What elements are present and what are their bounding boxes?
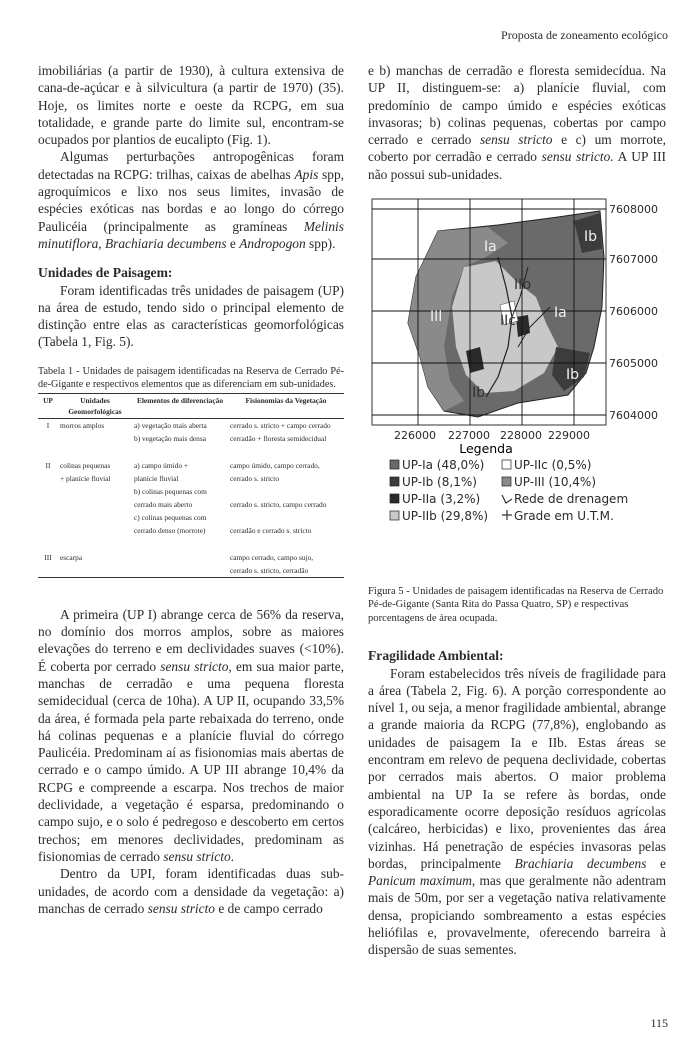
table-row [38, 459, 344, 472]
table-row [38, 524, 344, 537]
table-cell [38, 498, 58, 511]
table-cell [38, 524, 58, 537]
page-number: 115 [650, 1016, 668, 1030]
paragraph: A primeira (UP I) abrange cerca de 56% da reserva, no domínio dos morros amplos, sobre as maiores elevações do terreno e em declividades suaves (<10%). É coberta por cerrado sensu stricto, em sua maior parte, manchas de cerradão e uma pequena floresta semidecidual (cerca de 10ha). A UP II, ocupando 33,5% da área, é formada pela parte rebaixada do terreno, onde há colinas pequenas e a planície fluvial do córrego Paulicéia. Predominam aí as fisionomias mais abertas de cerrado e o campo úmido. A UP III abrange 10,4% da RCPG e compreende a escarpa. Nos trechos de maior declividade, a vegetação é esparsa, predominando o campo sujo, e o solo é pedregoso e descoberto em certos trechos; em menores declividades, predominam as fisionomias de cerrado sensu stricto. [38, 606, 345, 864]
right-column [368, 62, 666, 959]
legend-item: UP-IIa (3,2%) [402, 492, 481, 507]
legend-title: Legenda [459, 441, 513, 457]
y-tick-label: 7604000 [609, 409, 658, 423]
section-heading: Fragilidade Ambiental: [368, 648, 504, 664]
table-cell: planície fluvial [134, 473, 179, 483]
left-column [38, 62, 344, 917]
table-header: UP [43, 395, 53, 405]
table-cell: cerrado denso (morrote) [134, 525, 206, 535]
table-cell: I [46, 420, 50, 430]
table-cell: b) colinas pequenas com [134, 486, 207, 496]
table-cell [38, 564, 58, 578]
table-header: Unidades Geomorfológicas [68, 395, 122, 416]
table-row [38, 511, 344, 524]
table-cell [132, 551, 228, 564]
paragraph: imobiliárias (a partir de 1930), à cultura extensiva de cana-de-açúcar e à silvicultura (a partir de 1970) (35). Hoje, os limites norte e oeste da RCPG, em sua totalidade, e grande parte do limite sul, encontram-se ocupados por plantios de eucalipto (Fig. 1). [38, 63, 344, 148]
table-row [38, 432, 344, 445]
table-cell: cerrado s. stricto, campo cerrado [230, 499, 327, 509]
legend-swatch [390, 460, 399, 469]
y-tick-label: 7608000 [609, 203, 658, 217]
table-cell: II [45, 460, 51, 470]
table-cell: cerrado s. stricto, cerradão [230, 565, 309, 575]
legend-item: UP-Ib (8,1%) [402, 475, 477, 490]
x-tick-label: 227000 [448, 429, 490, 443]
table-cell [58, 564, 132, 578]
legend [390, 458, 628, 523]
table-cell [38, 432, 58, 445]
y-tick-label: 7607000 [609, 253, 658, 267]
table-cell: III [44, 552, 52, 562]
table-spacer [38, 445, 344, 459]
region-label: IIc [500, 313, 516, 330]
paragraph: e b) manchas de cerradão e floresta semidecídua. Na UP II, distinguem-se: a) planície fluvial, com predomínio de campo úmido e espécies exóticas invasoras; b) colinas pequenas, cobertas por campo cerrado e cerrado sensu stricto e c) um morrote, coberto por cerradão e cerrado sensu stricto. A UP III não possui sub-unidades. [368, 63, 667, 182]
table-cell [38, 472, 58, 485]
drainage-legend-icon [502, 495, 512, 503]
figure-map [368, 197, 666, 579]
legend-swatch [390, 511, 399, 520]
legend-item: Grade em U.T.M. [514, 509, 614, 524]
legend-swatch [390, 477, 399, 486]
table-cell: b) vegetação mais densa [134, 433, 207, 443]
table-caption: Tabela 1 - Unidades de paisagem identificadas na Reserva de Cerrado Pé-de-Gigante e respectivos elementos que as diferenciam em sub-unidades. [38, 365, 344, 390]
paragraph: Dentro da UPI, foram identificadas duas sub-unidades, de acordo com a densidade da vegetação: a) manchas de cerrado sensu stricto e de campo cerrado [38, 866, 344, 916]
table-cell [58, 485, 132, 498]
table-cell: c) colinas pequenas com [134, 512, 207, 522]
landscape-map [368, 197, 666, 579]
region-label: Ib [566, 367, 580, 384]
legend-item: UP-Ia (48,0%) [402, 458, 485, 473]
x-tick-label: 226000 [394, 429, 436, 443]
region-label: III [430, 309, 443, 326]
table-cell: cerrado s. stricto + campo cerrado [230, 420, 331, 430]
table-cell: campo úmido, campo cerrado, [230, 460, 320, 470]
region-label: Ia [554, 305, 567, 322]
figure-caption: Figura 5 - Unidades de paisagem identificadas na Reserva de Cerrado Pé-de-Gigante (Santa Rita do Passa Quatro, SP) e respectivas porcentagens de área ocupada. [368, 586, 664, 624]
region-label: IIb [468, 385, 486, 402]
table-spacer [38, 537, 344, 551]
region-label: Ib [584, 229, 598, 246]
table-cell: cerradão + floresta semidecidual [230, 433, 327, 443]
table-cell: a) vegetação mais aberta [134, 420, 207, 430]
legend-item: UP-III (10,4%) [514, 475, 597, 490]
x-tick-label: 228000 [500, 429, 542, 443]
table-cell [58, 524, 132, 537]
running-head: Proposta de zoneamento ecológico [501, 28, 668, 42]
legend-item: Rede de drenagem [514, 492, 629, 507]
paragraph: Foram identificadas três unidades de paisagem (UP) na área de estudo, tendo sido o principal elemento de distinção entre elas as características geomorfológicas (Tabela 1, Fig. 5). [38, 282, 344, 350]
legend-swatch [502, 477, 511, 486]
paragraph: Algumas perturbações antropogênicas foram detectadas na RCPG: trilhas, caixas de abelhas Apis spp, agroquímicos e lixo nos seus limites, invasão de espécies exóticas nas bordas e ao longo do córrego Paulicéia (principalmente as gramíneas Melinis minutiflora, Brachiaria decumbens e Andropogon spp). [38, 149, 344, 251]
grid-legend-icon [502, 510, 512, 520]
x-tick-label: 229000 [548, 429, 590, 443]
table-header: Fisionomias da Vegetação [245, 395, 327, 405]
table-cell [228, 485, 344, 498]
legend-item: UP-IIc (0,5%) [514, 458, 592, 473]
section-heading: Unidades de Paisagem: [38, 265, 173, 281]
legend-item: UP-IIb (29,8%) [402, 509, 489, 524]
table-cell: cerrado s. stricto [230, 473, 280, 483]
data-table [38, 393, 344, 578]
legend-swatch [390, 494, 399, 503]
table-row [38, 485, 344, 498]
y-tick-label: 7605000 [609, 357, 658, 371]
region-label: Ia [484, 239, 497, 256]
table-cell [58, 498, 132, 511]
table-cell [58, 511, 132, 524]
table-cell: escarpa [60, 552, 83, 562]
legend-swatch [502, 460, 511, 469]
table-cell [38, 485, 58, 498]
table-cell: cerrado mais aberto [134, 499, 193, 509]
table-row [38, 498, 344, 511]
paragraph: Foram estabelecidos três níveis de fragilidade para a área (Tabela 2, Fig. 6). A porção correspondente ao nível 1, ou seja, a menor fragilidade ambiental, abrange a grande maioria da RCPG (77,8%), englobando as unidades de paisagem Ia e IIb. Estas áreas se encontram em relevo de pequena declividade, cobertas por cerrados mais abertos. O maior problema ambiental na UP Ia se refere às bordas, onde esporadicamente ocorre deposição resíduos agrícolas (calcáreo, herbicidas) e lixo, provenientes das área vizinhas. Há penetração de espécies invasoras pelas bordas, principalmente Brachiaria decumbens e Panicum maximum, mas que geralmente não adentram mais de 50m, por ser a vegetação nativa relativamente densa, propiciando sombreamento a estas espécies heliófilas e, provavelmente, oferecendo barreira à dispersão de suas sementes. [368, 665, 667, 958]
table-cell [132, 564, 228, 578]
table-row [38, 418, 344, 432]
table-cell: + planície fluvial [60, 473, 111, 483]
table-cell [38, 511, 58, 524]
table-row [38, 472, 344, 485]
table-row [38, 564, 344, 578]
table-cell: colinas pequenas [60, 460, 111, 470]
table-cell: morros amplos [60, 420, 105, 430]
table-header: Elementos de diferenciação [136, 395, 224, 405]
region-label: IIb [514, 277, 532, 294]
table-cell [228, 511, 344, 524]
table-cell: a) campo úmido + [134, 460, 189, 470]
y-tick-label: 7606000 [609, 305, 658, 319]
table-cell [58, 432, 132, 445]
table-row [38, 551, 344, 564]
table-cell: campo cerrado, campo sujo, [230, 552, 314, 562]
table-cell: cerradão e cerrado s. stricto [230, 525, 312, 535]
